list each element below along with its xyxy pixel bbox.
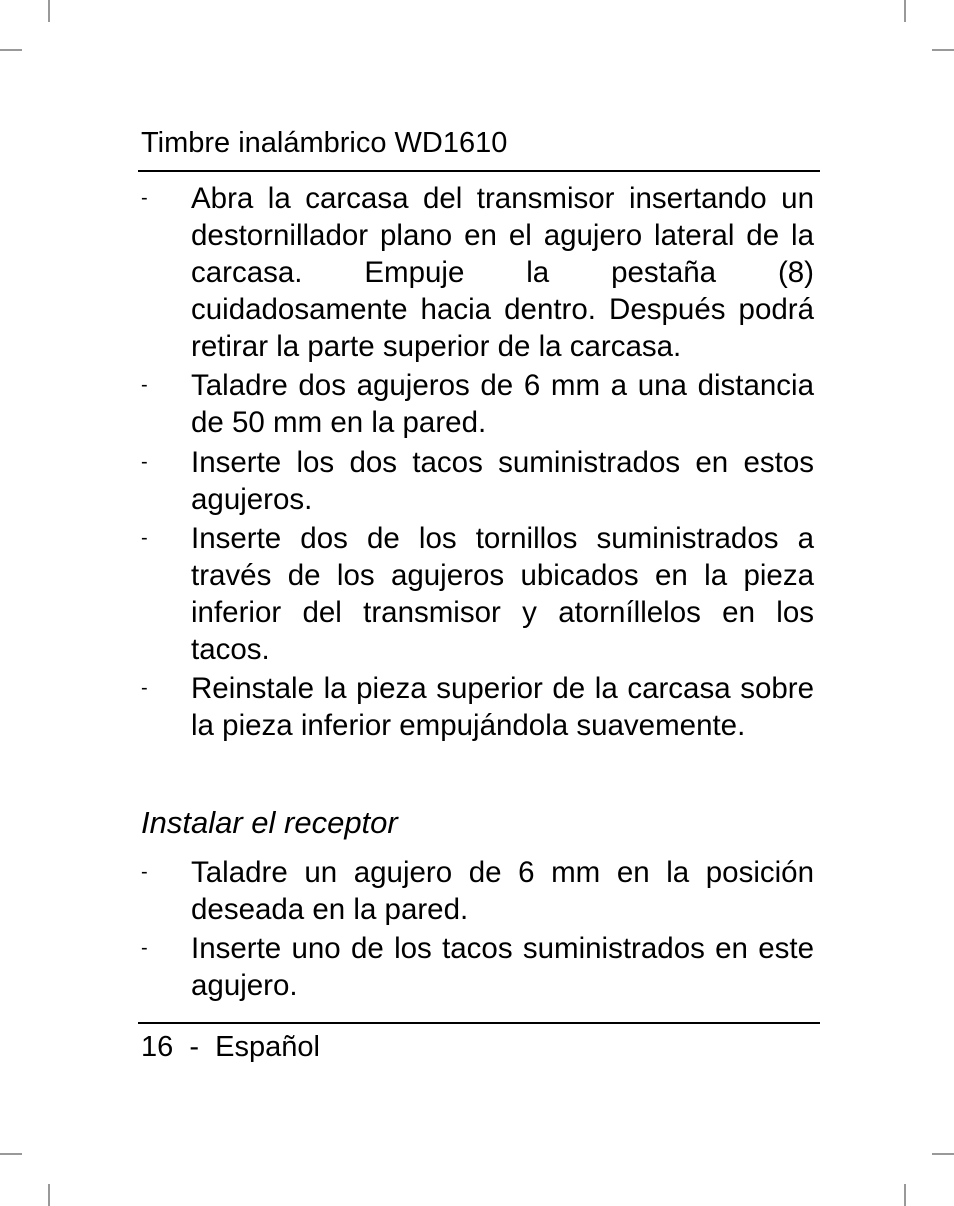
crop-mark — [0, 1153, 22, 1155]
list-item-text: Inserte los dos tacos suministrados en estos agujeros. — [191, 446, 814, 516]
list-item-text: Taladre un agujero de 6 mm en la posición deseada en la pared. — [191, 856, 814, 926]
list-item-text: Inserte uno de los tacos suministrados en este agujero. — [191, 932, 814, 1002]
footer-divider — [138, 1022, 820, 1024]
header-divider — [138, 170, 820, 172]
list-bullet: - — [141, 861, 148, 883]
page-header-title: Timbre inalámbrico WD1610 — [141, 127, 508, 159]
section-heading: Instalar el receptor — [141, 805, 398, 840]
list-item — [141, 670, 814, 744]
page-footer: 16 - Español — [141, 1031, 320, 1063]
list-bullet: - — [141, 451, 148, 473]
crop-mark — [932, 49, 954, 51]
list-item-text: Reinstale la pieza superior de la carcasa sobre la pieza inferior empujándola suavemente. — [191, 672, 814, 742]
crop-mark — [904, 1184, 906, 1206]
list-bullet: - — [141, 937, 148, 959]
list-bullet: - — [141, 677, 148, 699]
list-item-text: Inserte dos de los tornillos suministrados a través de los agujeros ubicados en la pieza inferior del transmisor y atorníllelos en los tacos. — [191, 522, 814, 666]
crop-mark — [0, 49, 22, 51]
list-bullet: - — [141, 527, 148, 549]
crop-mark — [48, 0, 50, 22]
list-item — [141, 444, 814, 518]
list-item — [141, 180, 814, 365]
crop-mark — [904, 0, 906, 22]
list-item — [141, 854, 814, 928]
list-item — [141, 520, 814, 668]
list-item — [141, 930, 814, 1004]
crop-mark — [932, 1153, 954, 1155]
list-item-text: Taladre dos agujeros de 6 mm a una distancia de 50 mm en la pared. — [191, 369, 814, 439]
list-item — [141, 367, 814, 441]
crop-mark — [48, 1184, 50, 1206]
list-bullet: - — [141, 374, 148, 396]
list-bullet: - — [141, 187, 148, 209]
list-item-text: Abra la carcasa del transmisor insertando un destornillador plano en el agujero lateral de la carcasa. Empuje la pestaña (8) cuidadosamente hacia dentro. Después podrá retirar la parte superior de la carcasa. — [191, 182, 814, 363]
